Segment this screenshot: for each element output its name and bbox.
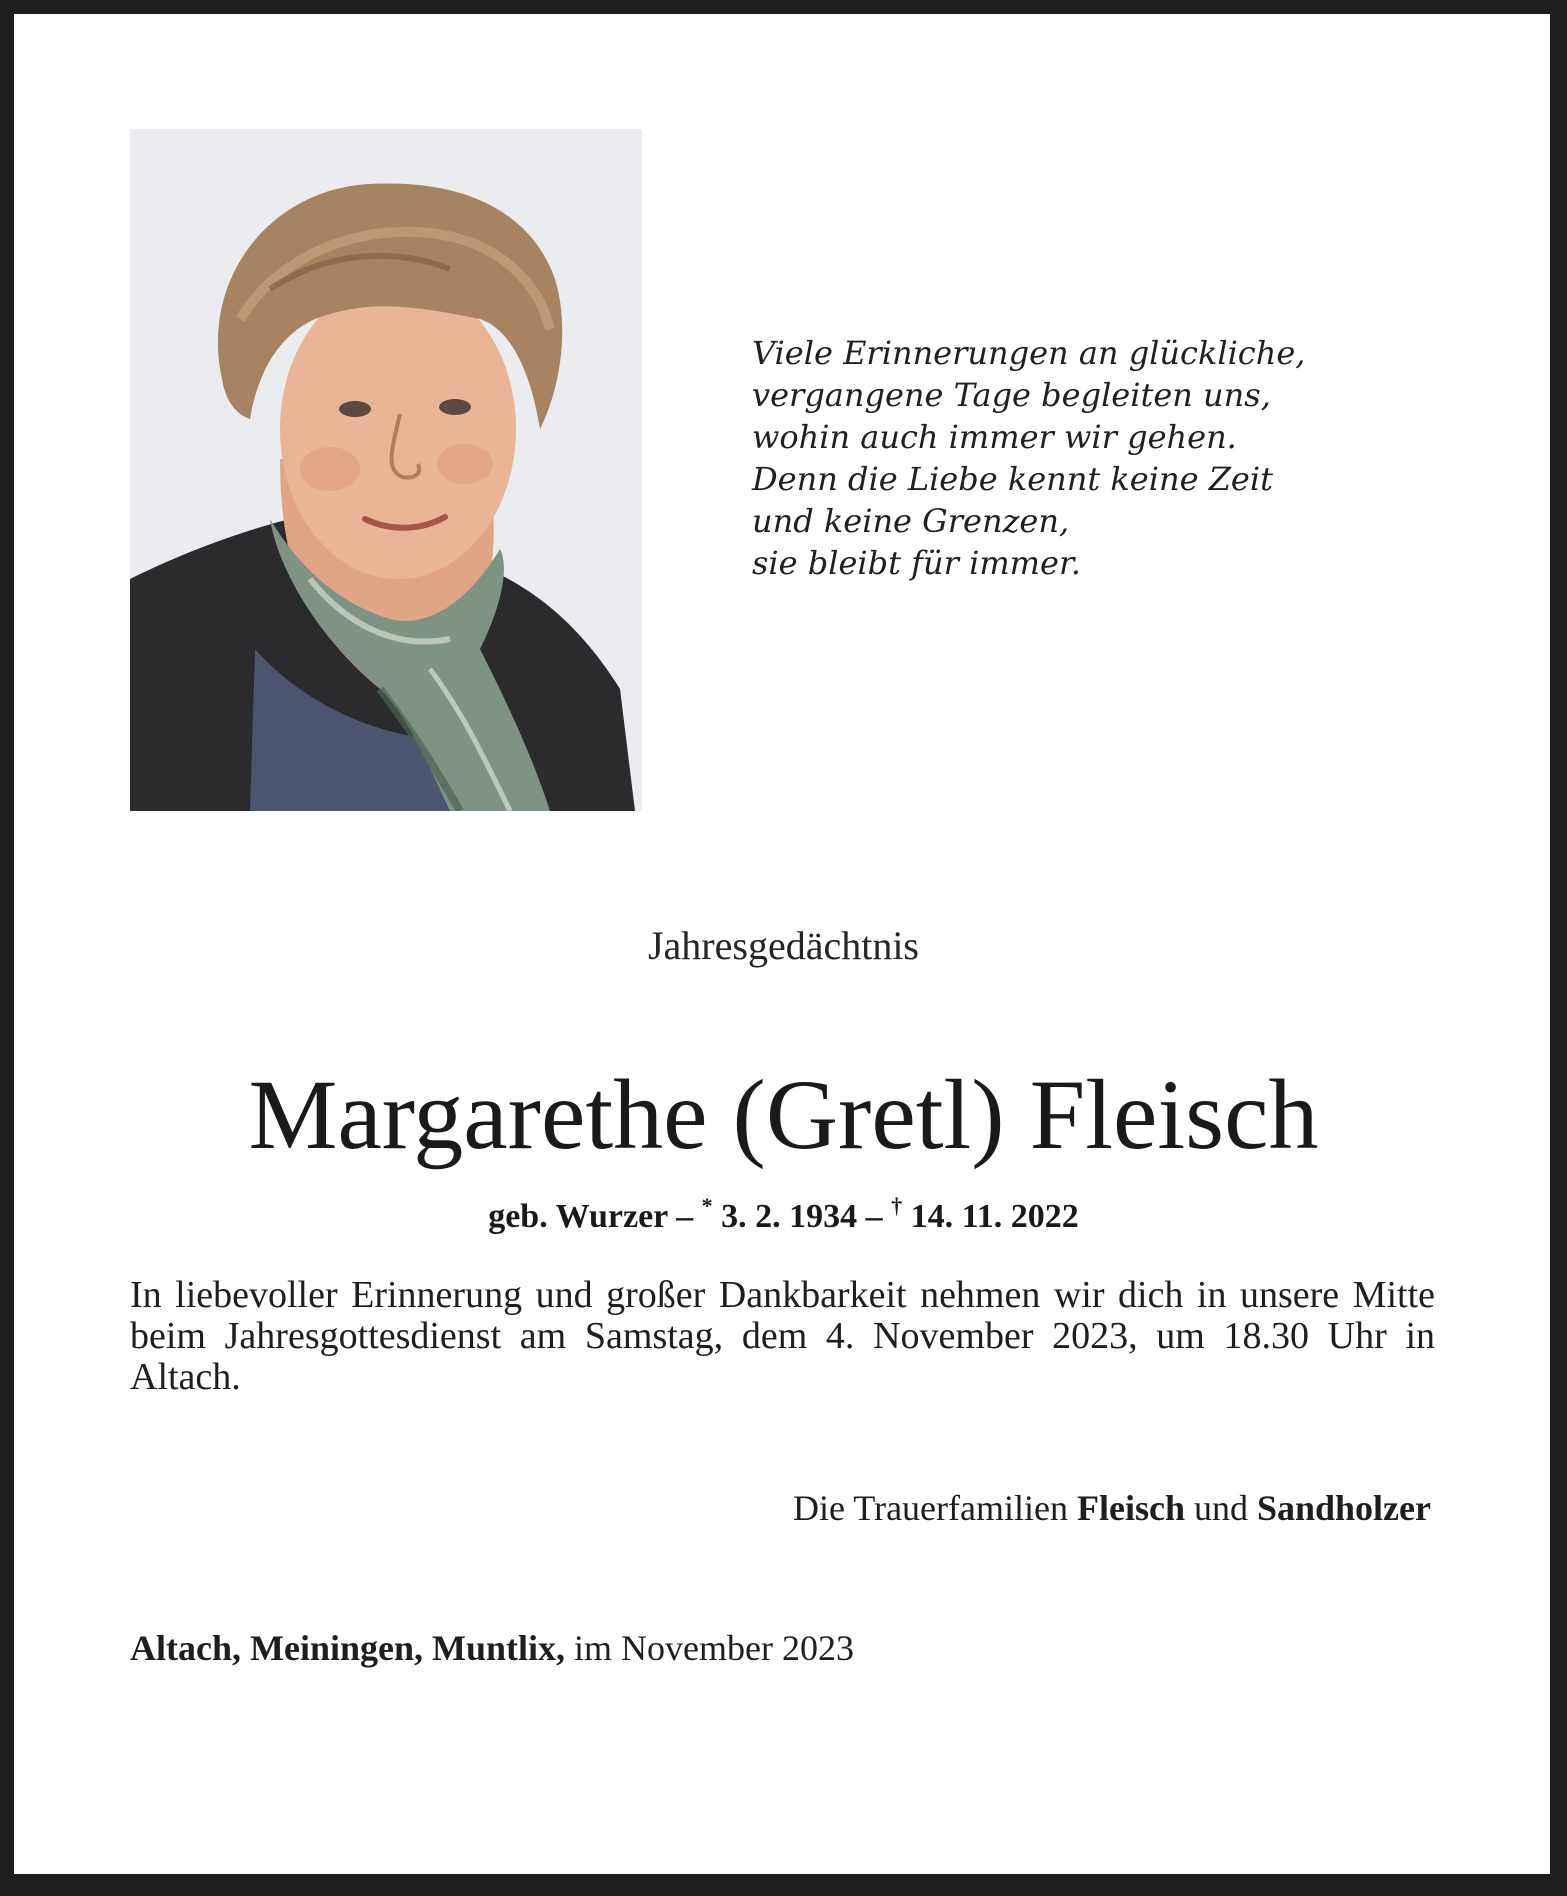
poem-line: wohin auch immer wir gehen.	[752, 418, 1237, 456]
maiden-name: geb. Wurzer	[488, 1198, 668, 1235]
poem-line: vergangene Tage begleiten uns,	[752, 376, 1271, 414]
birth-date: 3. 2. 1934	[712, 1198, 858, 1235]
family-name: Fleisch	[1076, 1488, 1185, 1528]
birth-symbol: *	[701, 1193, 713, 1218]
portrait-photo	[130, 129, 642, 811]
poem-line: Denn die Liebe kennt keine Zeit	[752, 460, 1273, 498]
death-symbol: †	[891, 1193, 903, 1218]
separator: –	[667, 1198, 702, 1235]
deceased-name: Margarethe (Gretl) Fleisch	[248, 1059, 1319, 1170]
separator: –	[857, 1198, 892, 1235]
notice-date: im November 2023	[565, 1628, 854, 1668]
announcement-text: In liebevoller Erinnerung und großer Dankbarkeit nehmen wir dich in unsere Mitte beim Jahresgottesdienst am Samstag, dem 4. November 2023, um 18.30 Uhr in Altach.	[130, 1274, 1435, 1398]
poem-line: Viele Erinnerungen an glückliche,	[752, 334, 1306, 372]
place-date-line	[130, 1627, 854, 1669]
poem-line: sie bleibt für immer.	[752, 544, 1081, 582]
signature-prefix: Die Trauerfamilien	[793, 1488, 1077, 1528]
family-signature	[793, 1487, 1431, 1529]
death-date: 14. 11. 2022	[902, 1198, 1079, 1235]
life-dates	[0, 1193, 1567, 1236]
poem-line: und keine Grenzen,	[752, 502, 1070, 540]
family-name: Sandholzer	[1256, 1488, 1431, 1528]
signature-conjunction: und	[1184, 1488, 1257, 1528]
places: Altach, Meiningen, Muntlix,	[130, 1628, 566, 1668]
poem	[752, 332, 1392, 584]
memorial-type: Jahresgedächtnis	[647, 923, 919, 968]
